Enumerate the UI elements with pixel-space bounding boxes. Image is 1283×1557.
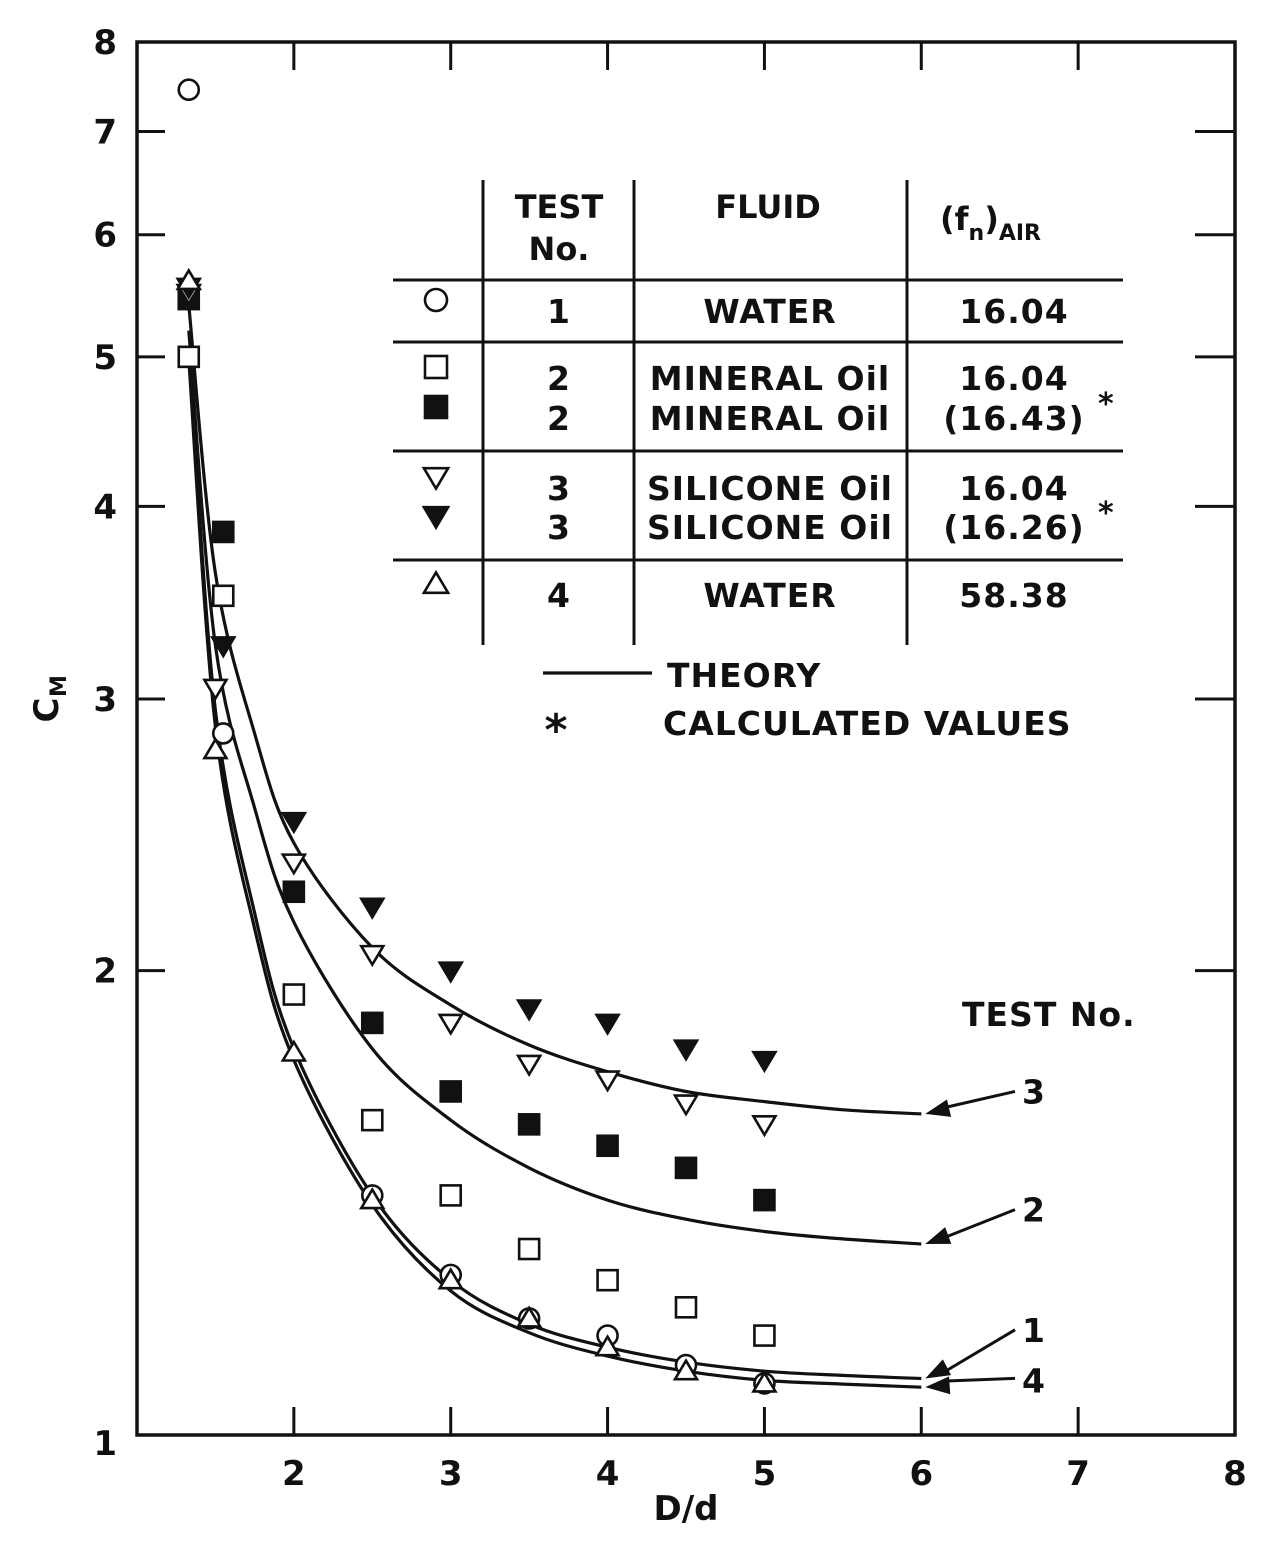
data-point-square-open (213, 586, 233, 606)
y-axis-label-sub: M (47, 675, 72, 697)
legend-asterisk: * (1098, 496, 1114, 531)
legend-header-test: TEST (514, 188, 604, 226)
data-point-square-filled (598, 1136, 618, 1156)
x-tick-label: 7 (1066, 1454, 1090, 1494)
legend-header-fluid: FLUID (715, 188, 821, 226)
x-tick-label: 6 (909, 1454, 934, 1494)
y-tick-label: 8 (93, 23, 117, 63)
legend-header-freq-close: ) (984, 200, 999, 238)
data-point-square-open (284, 985, 304, 1005)
legend-marker-square-open (425, 356, 447, 378)
legend-header-no: No. (528, 230, 590, 268)
data-point-square-open (179, 347, 199, 367)
legend-fluid: SILICONE Oil (647, 469, 893, 508)
data-point-square-open (519, 1239, 539, 1259)
data-point-square-filled (213, 522, 233, 542)
legend-calc-symbol: * (544, 705, 568, 756)
legend-test-number: 1 (547, 292, 571, 331)
legend-calc-label: CALCULATED VALUES (663, 704, 1072, 743)
legend-frequency: (16.43) (943, 399, 1085, 438)
legend-test-number: 2 (547, 399, 571, 438)
x-axis-label: D/d (653, 1489, 719, 1529)
curve-tag-label-4: 4 (1022, 1361, 1046, 1401)
legend-frequency: (16.26) (943, 508, 1085, 547)
legend-fluid: WATER (703, 576, 837, 615)
curve-tag-title: TEST No. (962, 995, 1136, 1034)
data-point-square-filled (441, 1081, 461, 1101)
y-tick-label: 1 (93, 1424, 117, 1464)
legend-test-number: 4 (547, 576, 571, 615)
y-tick-label: 6 (93, 215, 117, 256)
x-tick-label: 2 (282, 1454, 306, 1494)
y-tick-label: 4 (93, 487, 117, 528)
data-point-square-filled (362, 1013, 382, 1033)
y-tick-label: 3 (93, 680, 117, 721)
legend-fluid: SILICONE Oil (647, 508, 893, 547)
data-point-square-filled (676, 1158, 696, 1178)
legend-header-freq-sub-air: AIR (998, 221, 1041, 246)
legend-frequency: 58.38 (959, 576, 1069, 615)
data-point-square-filled (519, 1114, 539, 1134)
legend-header-freq-sub-n: n (968, 221, 985, 246)
x-tick-label: 3 (438, 1454, 463, 1494)
legend-fluid: MINERAL Oil (649, 359, 891, 398)
legend-test-number: 3 (547, 508, 571, 547)
legend-fluid: WATER (703, 292, 837, 331)
data-point-square-open (676, 1297, 696, 1317)
data-point-square-open (362, 1110, 382, 1130)
legend-marker-square-filled (425, 396, 447, 418)
legend-frequency: 16.04 (959, 359, 1069, 398)
data-point-circle-open (179, 80, 199, 100)
curve-tag-label-3: 3 (1022, 1072, 1046, 1112)
data-point-square-filled (284, 882, 304, 902)
y-tick-label: 7 (93, 112, 117, 153)
legend-fluid: MINERAL Oil (649, 399, 891, 438)
y-tick-label: 5 (93, 337, 117, 378)
y-tick-label: 2 (93, 951, 117, 992)
curve-tag-label-1: 1 (1022, 1310, 1046, 1350)
y-axis-label-main: C (27, 697, 67, 723)
x-tick-label: 4 (595, 1454, 620, 1494)
x-tick-label: 5 (752, 1454, 777, 1494)
legend-theory-label: THEORY (667, 656, 822, 695)
x-tick-label: 8 (1223, 1454, 1247, 1494)
legend-test-number: 2 (547, 359, 571, 398)
legend-frequency: 16.04 (959, 292, 1069, 331)
legend-header-freq-open: (f (940, 200, 969, 238)
legend-frequency: 16.04 (959, 469, 1069, 508)
data-point-square-filled (754, 1190, 774, 1210)
legend-marker-circle-open (425, 289, 447, 311)
legend-asterisk: * (1098, 387, 1114, 422)
curve-tag-label-2: 2 (1022, 1190, 1046, 1230)
legend-test-number: 3 (547, 469, 571, 508)
data-point-square-open (598, 1270, 618, 1290)
data-point-square-open (754, 1326, 774, 1346)
data-point-square-open (441, 1185, 461, 1205)
